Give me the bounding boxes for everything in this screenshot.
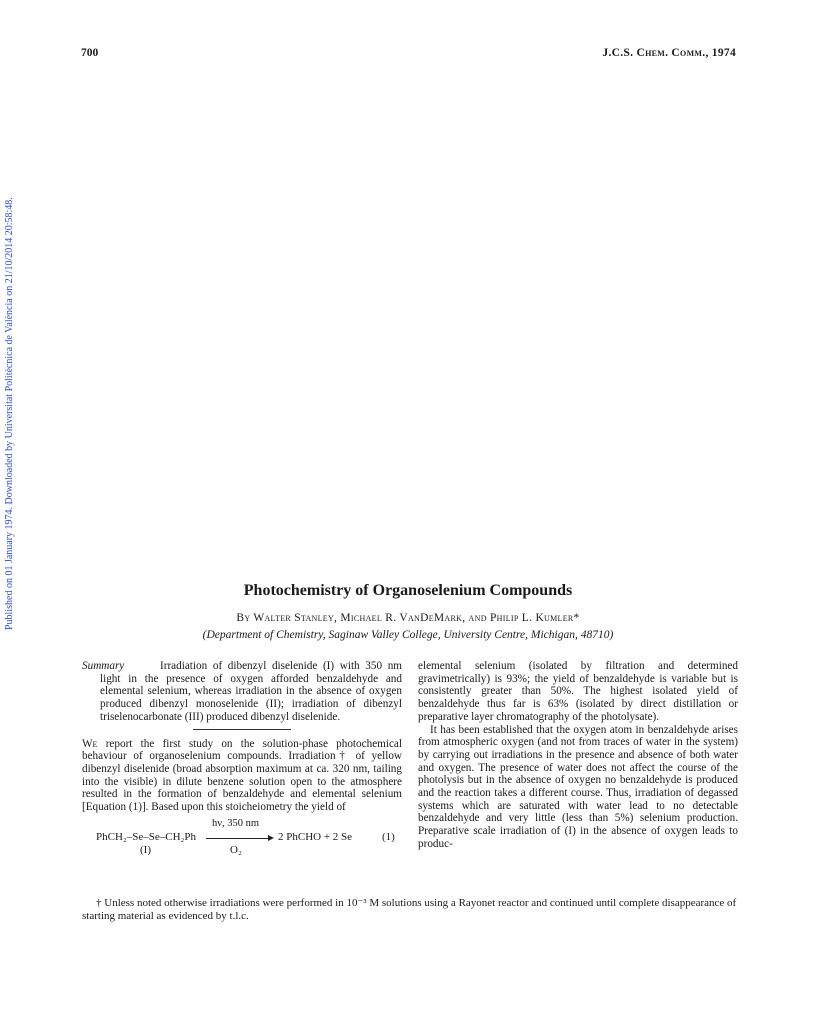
- right-column: [418, 660, 738, 851]
- author-line: [0, 612, 816, 624]
- eq-reactant: PhCH₂–Se–Se–CH₂Ph: [96, 830, 196, 843]
- section-divider: [193, 729, 291, 730]
- eq-reactant-label: (I): [140, 843, 151, 856]
- lead-word: We: [82, 737, 98, 750]
- by-word: By: [236, 612, 251, 624]
- page-number: 700: [81, 47, 99, 59]
- eq-number: (1): [382, 830, 395, 843]
- footnote: [82, 897, 742, 923]
- eq-condition-top: hν, 350 nm: [212, 817, 260, 829]
- eq-condition-bottom: O₂: [230, 843, 242, 856]
- reaction-arrow: [206, 838, 270, 839]
- journal-citation: J.C.S. Chem. Comm., 1974: [602, 47, 736, 59]
- download-note-link[interactable]: Published on 01 January 1974. Downloaded by Universitat Politècnica de València on 21/10/2014 20:58:48.: [4, 197, 15, 630]
- body-paragraph-1: [82, 738, 402, 814]
- summary-paragraph: [82, 660, 402, 724]
- download-watermark[interactable]: [0, 0, 20, 650]
- body-paragraph-3: It has been established that the oxygen atom in benzaldehyde arises from atmospheric oxygen (and not from traces of water in the system) by carrying out irradiations in the presence and absence of both water and oxygen. The presence of water does not affect the course of the photolysis but in the absence of oxygen no benzaldehyde is produced and the reaction takes a different course. Thus, irradiation of degassed systems which are saturated with water lead to no detectable benzaldehyde and very little (less than 5%) selenium production. Preparative scale irradiation of (I) in the absence of oxygen leads to produc-: [418, 723, 738, 850]
- footnote-text: † Unless noted otherwise irradiations were performed in 10⁻³ M solutions using a Rayonet reactor and continued until complete disappearance of starting material as evidenced by t.l.c.: [82, 897, 737, 922]
- summary-text: Irradiation of dibenzyl diselenide (I) with 350 nm light in the presence of oxygen afforded benzaldehyde and elemental selenium, whereas irradiation in the absence of oxygen produced dibenzyl monoselenide (II); irradiation of dibenzyl triselenocarbonate (III) produced dibenzyl diselenide.: [100, 660, 402, 723]
- affiliation: (Department of Chemistry, Saginaw Valley College, University Centre, Michigan, 48710): [202, 629, 614, 641]
- summary-label: Summary: [82, 660, 125, 672]
- body-paragraph-2: elemental selenium (isolated by filtration and determined gravimetrically) is 93%; the yield of benzaldehyde is variable but is consistently greater than 50%. The highest isolated yield of benzaldehyde thus far is 63% (isolated by direct distillation or preparative layer chromatography of the photolysate).: [418, 660, 738, 723]
- left-column: [82, 660, 402, 858]
- arrow-head-icon: [268, 835, 274, 841]
- article-title: Photochemistry of Organoselenium Compounds: [243, 582, 573, 599]
- eq-products: 2 PhCHO + 2 Se: [278, 830, 353, 843]
- para1-text: report the first study on the solution-phase photochemical behaviour of organoselenium compounds. Irradiation† of yellow dibenzyl diselenide (broad absorption maximum at ca. 320 nm, tailing into the visible) in dilute benzene solution open to the atmosphere resulted in the formation of benzaldehyde and elemental selenium [Equation (1)]. Based upon this stoicheiometry the yield of: [82, 737, 403, 814]
- equation-1: [82, 818, 402, 858]
- author-names: Walter Stanley, Michael R. VanDeMark, and Philip L. Kumler*: [253, 612, 580, 624]
